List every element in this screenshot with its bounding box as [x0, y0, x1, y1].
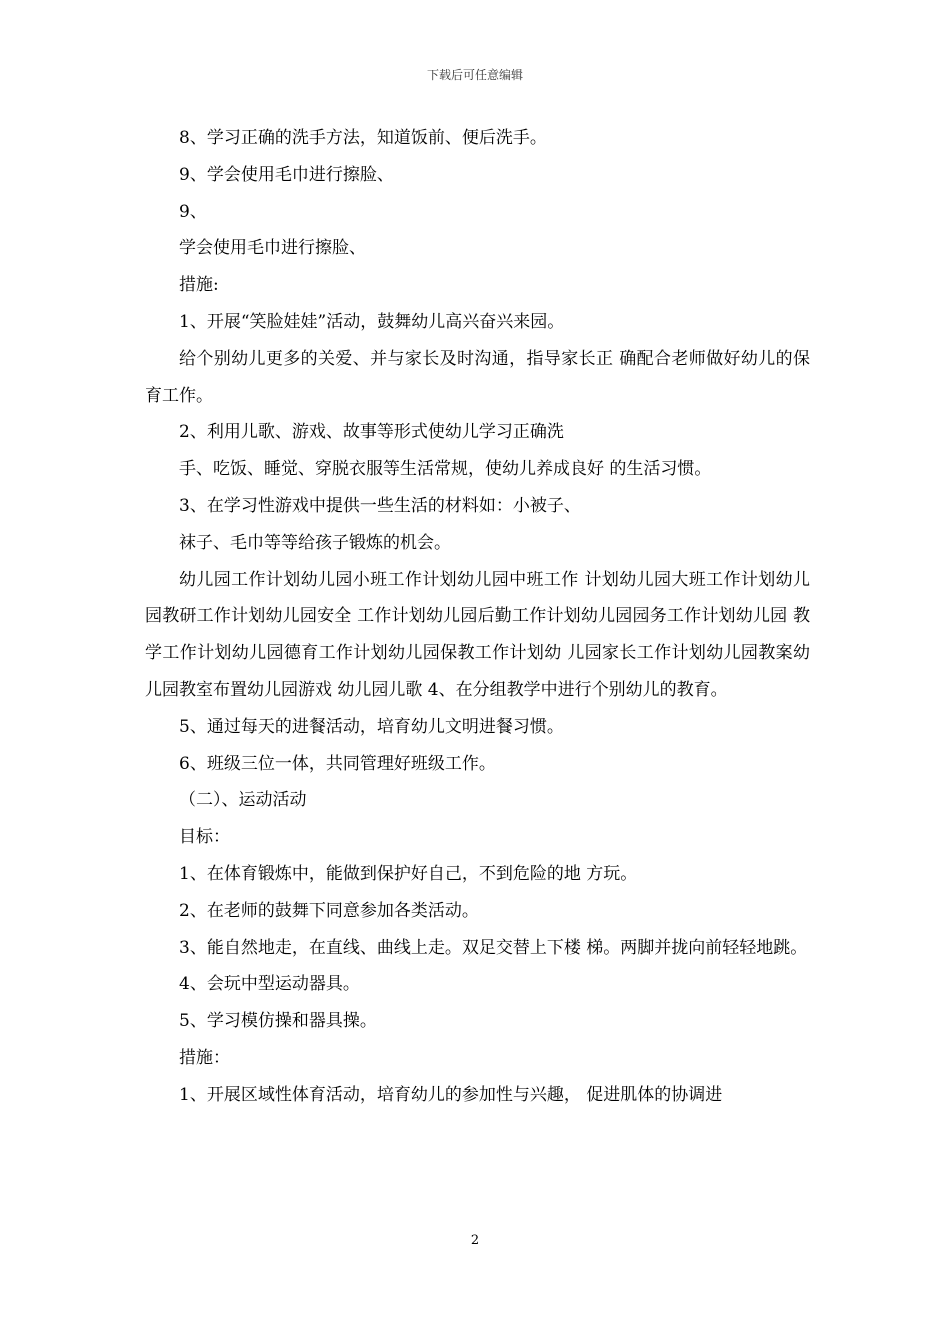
paragraph: 5、通过每天的进餐活动，培育幼儿文明进餐习惯。: [179, 716, 564, 737]
page-number: 2: [470, 1233, 480, 1248]
page-header: 下载后可任意编辑: [426, 68, 523, 82]
paragraph: 9、学会使用毛巾进行擦脸、: [179, 164, 394, 185]
paragraph: 3、能自然地走，在直线、曲线上走。双足交替上下楼 梯。两脚并拢向前轻轻地跳。: [179, 937, 808, 958]
paragraph: 1、开展区域性体育活动，培育幼儿的参加性与兴趣， 促进肌体的协调进: [179, 1084, 723, 1105]
paragraph: 2、利用儿歌、游戏、故事等形式使幼儿学习正确洗: [179, 422, 564, 443]
paragraph: 1、在体育锻炼中，能做到保护好自己，不到危险的地 方玩。: [179, 863, 638, 884]
paragraph: 6、班级三位一体，共同管理好班级工作。: [179, 753, 496, 774]
paragraph: 措施：: [179, 1047, 230, 1068]
paragraph: 手、吃饭、睡觉、穿脱衣服等生活常规，使幼儿养成良好 的生活习惯。: [179, 459, 712, 480]
paragraph: 2、在老师的鼓舞下同意参加各类活动。: [179, 900, 479, 921]
document-body: [145, 120, 810, 1114]
paragraph: 3、在学习性游戏中提供一些生活的材料如：小被子、: [179, 495, 581, 516]
paragraph: 5、学习模仿操和器具操。: [179, 1011, 377, 1032]
paragraph: 1、开展“笑脸娃娃”活动，鼓舞幼儿高兴奋兴来园。: [179, 311, 565, 332]
paragraph: 措施:: [179, 275, 219, 296]
paragraph: 8、学习正确的洗手方法，知道饭前、便后洗手。: [179, 128, 547, 148]
paragraph: 学会使用毛巾进行擦脸、: [179, 238, 366, 259]
paragraph: 9、: [179, 201, 207, 222]
paragraph: 给个别幼儿更多的关爱、并与家长及时沟通，指导家长正 确配合老师做好幼儿的保育工作。: [145, 348, 810, 406]
paragraph: 幼儿园工作计划幼儿园小班工作计划幼儿园中班工作 计划幼儿园大班工作计划幼儿园教研工作计划幼儿园安全 工作计划幼儿园后勤工作计划幼儿园园务工作计划幼儿园 教学工作计划幼儿园德育工作计划幼儿园保教工作计划幼 儿园家长工作计划幼儿园教案幼儿园教室布置幼儿园游戏 幼儿园儿歌 4、在分组教学中进行个别幼儿的教育。: [145, 569, 810, 700]
paragraph: （二）、运动活动: [179, 790, 307, 811]
paragraph: 袜子、毛巾等等给孩子锻炼的机会。: [179, 532, 451, 553]
paragraph: 4、会玩中型运动器具。: [179, 974, 360, 995]
paragraph: 目标：: [179, 827, 230, 848]
